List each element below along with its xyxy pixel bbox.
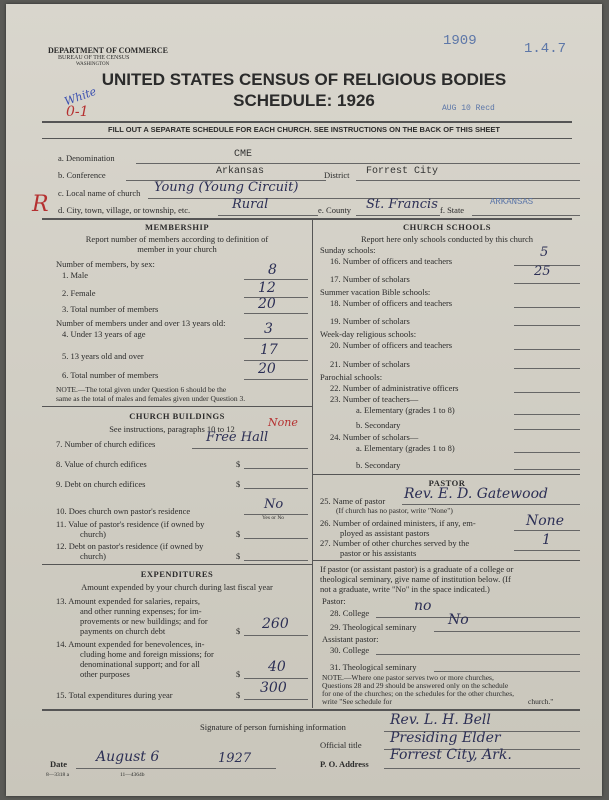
pastor-note3: for one of the churches; on the schedules for the other churches, [322, 689, 515, 698]
q29-label: 29. Theological seminary [330, 622, 417, 632]
underline [514, 530, 580, 531]
q25-note: (If church has no pastor, write "None") [336, 506, 453, 515]
district-label: District [324, 170, 350, 180]
q3-label: 3. Total number of members [62, 304, 159, 314]
q2-value: 12 [258, 280, 276, 296]
q13-label2: and other running expenses; for im- [80, 606, 202, 616]
q6-label: 6. Total number of members [62, 370, 159, 380]
underline [514, 392, 580, 393]
q9-label: 9. Debt on church edifices [56, 479, 146, 489]
dollar-sign: $ [236, 690, 241, 700]
q15-value: 300 [260, 680, 287, 696]
q19-label: 19. Number of scholars [330, 316, 410, 326]
q26-label2: ployed as assistant pastors [340, 528, 430, 538]
q7-label: 7. Number of church edifices [56, 439, 156, 449]
underline [376, 617, 580, 618]
underline [244, 538, 308, 539]
rule [42, 564, 312, 565]
pastor-note2: Questions 28 and 29 should be answered only on the schedule [322, 681, 509, 690]
q13-value: 260 [262, 616, 289, 632]
form-number: 8—3318 a [46, 772, 70, 778]
underline [244, 313, 308, 314]
membership-intro2: member in your church [137, 244, 217, 254]
q12-label2: church) [80, 551, 106, 561]
q27-label: 27. Number of other churches served by the [320, 538, 470, 548]
yes-no-hint: Yes or No [262, 515, 285, 521]
year-value: 1927 [218, 751, 252, 766]
dollar-sign: $ [236, 529, 241, 539]
underline [376, 654, 580, 655]
q16-value: 5 [540, 245, 549, 260]
underline [244, 488, 308, 489]
q26-value: None [526, 513, 564, 529]
signature-label: Signature of person furnishing information [200, 722, 346, 732]
state-value: ARKANSAS [490, 197, 534, 207]
underline [192, 448, 308, 449]
q25-value: Rev. E. D. Gatewood [404, 486, 548, 502]
buildings-intro-note: None [268, 416, 298, 429]
schedule-title: SCHEDULE: 1926 [233, 91, 375, 110]
q14-label3: denominational support; and for all [80, 659, 200, 669]
date-stamp: AUG 10 Recd [442, 104, 495, 113]
underline [514, 325, 580, 326]
census-form [6, 4, 602, 796]
rule [42, 138, 572, 139]
underline [136, 163, 580, 164]
q8-label: 8. Value of church edifices [56, 459, 147, 469]
q4-label: 4. Under 13 years of age [62, 329, 146, 339]
q24b-label: b. Secondary [356, 460, 401, 470]
rule [42, 218, 572, 220]
q24a-label: a. Elementary (grades 1 to 8) [356, 443, 455, 453]
q14-label4: other purposes [80, 669, 130, 679]
dollar-sign: $ [236, 551, 241, 561]
church-name-label: c. Local name of church [58, 188, 141, 198]
q23a-label: a. Elementary (grades 1 to 8) [356, 405, 455, 415]
q26-label: 26. Number of ordained ministers, if any, em- [320, 518, 476, 528]
official-title-label: Official title [320, 740, 362, 750]
city-label: WASHINGTON [76, 62, 110, 67]
dollar-sign: $ [236, 479, 241, 489]
county-value: St. Francis [366, 197, 438, 212]
q17-label: 17. Number of scholars [330, 274, 410, 284]
underline [514, 414, 580, 415]
q31-label: 31. Theological seminary [330, 662, 417, 672]
grad-note2: theological seminary, give name of institution below. (If [320, 574, 511, 584]
underline [434, 671, 580, 672]
address-label: P. O. Address [320, 759, 369, 769]
q13-label4: payments on church debt [80, 626, 166, 636]
underline [514, 429, 580, 430]
underline [514, 368, 580, 369]
official-title-value: Presiding Elder [390, 730, 501, 746]
q14-label2: cluding home and foreign missions; for [80, 649, 214, 659]
denomination-value: CME [234, 149, 253, 160]
pastor-note4: write "See schedule for [322, 697, 392, 706]
q1-label: 1. Male [62, 270, 88, 280]
parochial-label: Parochial schools: [320, 372, 383, 382]
q13-label3: provements or new buildings; and for [80, 616, 208, 626]
year-stamp: 1909 [443, 33, 477, 49]
rule [312, 560, 580, 561]
form-title: UNITED STATES CENSUS OF RELIGIOUS BODIES [101, 70, 507, 89]
q25-label: 25. Name of pastor [320, 496, 386, 506]
grad-note: If pastor (or assistant pastor) is a graduate of a college or [320, 564, 514, 574]
membership-title: MEMBERSHIP [144, 222, 210, 232]
q1-value: 8 [268, 262, 277, 278]
rule [312, 474, 580, 475]
under-over-label: Number of members under and over 13 years old: [56, 318, 226, 328]
address-value: Forrest City, Ark. [390, 747, 512, 763]
form-number-2: 11—4364b [120, 772, 145, 778]
q18-label: 18. Number of officers and teachers [330, 298, 453, 308]
city-value: Rural [232, 197, 269, 212]
summer-label: Summer vacation Bible schools: [320, 287, 431, 297]
underline [244, 338, 308, 339]
bureau-label: BUREAU OF THE CENSUS [58, 55, 130, 61]
buildings-intro: See instructions, paragraphs 10 to 12 [109, 424, 235, 434]
q20-label: 20. Number of officers and teachers [330, 340, 453, 350]
q14-value: 40 [268, 659, 286, 675]
rule [42, 121, 572, 123]
weekday-label: Week-day religious schools: [320, 329, 417, 339]
underline [514, 469, 580, 470]
date-value: August 6 [96, 749, 160, 765]
q5-label: 5. 13 years old and over [62, 351, 144, 361]
q6-value: 20 [258, 361, 276, 377]
q13-label: 13. Amount expended for salaries, repairs, [56, 596, 200, 606]
white-note: White [62, 84, 99, 109]
dollar-sign: $ [236, 459, 241, 469]
underline [514, 349, 580, 350]
q2-label: 2. Female [62, 288, 96, 298]
schools-intro: Report here only schools conducted by this church [360, 234, 534, 244]
district-value: Forrest City [366, 166, 439, 177]
underline [76, 768, 276, 769]
q10-value: No [264, 497, 284, 512]
by-sex-label: Number of members, by sex: [56, 259, 155, 269]
q23-label: 23. Number of teachers— [330, 394, 419, 404]
underline [402, 504, 580, 505]
expenditures-title: EXPENDITURES [140, 569, 214, 579]
rule [42, 406, 312, 407]
signature-value: Rev. L. H. Bell [390, 712, 491, 728]
q5-value: 17 [260, 342, 278, 358]
sunday-label: Sunday schools: [320, 245, 376, 255]
q11-label: 11. Value of pastor's residence (if owned by [56, 519, 205, 529]
county-label: e. County [318, 205, 352, 215]
underline [244, 560, 308, 561]
rule [42, 709, 580, 711]
dollar-sign: $ [236, 626, 241, 636]
membership-intro: Report number of members according to definition of [85, 234, 269, 244]
q22-label: 22. Number of administrative officers [330, 383, 459, 393]
membership-note2: same as the total of males and females given under Question 3. [56, 394, 246, 403]
underline [244, 379, 308, 380]
conference-value: Arkansas [216, 166, 265, 177]
underline [244, 468, 308, 469]
pastor-title: PASTOR [428, 478, 466, 488]
grad-note3: not a graduate, write "No" in the space indicated.) [320, 584, 490, 594]
underline [472, 215, 580, 216]
date-label: Date [50, 759, 67, 769]
underline [356, 180, 580, 181]
q11-label2: church) [80, 529, 106, 539]
state-label: f. State [440, 205, 465, 215]
r-mark: R [32, 192, 49, 217]
number-stamp: 1.4.7 [524, 41, 567, 57]
q30-label: 30. College [330, 645, 370, 655]
underline [514, 283, 580, 284]
dollar-sign: $ [236, 669, 241, 679]
q23b-label: b. Secondary [356, 420, 401, 430]
underline [514, 307, 580, 308]
denomination-label: a. Denomination [58, 153, 115, 163]
q24-label: 24. Number of scholars— [330, 432, 419, 442]
underline [244, 678, 308, 679]
underline [514, 452, 580, 453]
q27-value: 1 [542, 532, 551, 548]
q14-label: 14. Amount expended for benevolences, in- [56, 639, 205, 649]
membership-note: NOTE.—The total given under Question 6 should be the [56, 385, 227, 394]
q21-label: 21. Number of scholars [330, 359, 410, 369]
pastor-sub-label: Pastor: [322, 596, 346, 606]
conference-label: b. Conference [58, 170, 106, 180]
q29-value: No [448, 612, 469, 628]
buildings-title: CHURCH BUILDINGS [129, 411, 225, 421]
q3-value: 20 [258, 296, 276, 312]
church-name-value: Young (Young Circuit) [154, 180, 299, 195]
underline [434, 631, 580, 632]
underline [244, 699, 308, 700]
q16-label: 16. Number of officers and teachers [330, 256, 453, 266]
dept-label: DEPARTMENT OF COMMERCE [48, 46, 169, 55]
schools-title: CHURCH SCHOOLS [403, 222, 491, 232]
underline [514, 550, 580, 551]
expenditures-intro: Amount expended by your church during last fiscal year [81, 582, 273, 592]
instruction: FILL OUT A SEPARATE SCHEDULE FOR EACH CHURCH. SEE INSTRUCTIONS ON THE BACK OF THIS SHEET [108, 125, 500, 134]
city-label: d. City, town, village, or township, etc. [58, 205, 191, 215]
q15-label: 15. Total expenditures during year [56, 690, 173, 700]
asst-sub-label: Assistant pastor: [322, 634, 379, 644]
q28-label: 28. College [330, 608, 370, 618]
q17-value: 25 [534, 264, 551, 279]
underline [244, 635, 308, 636]
q27-label2: pastor or his assistants [340, 548, 417, 558]
q28-value: no [414, 598, 432, 614]
underline [244, 360, 308, 361]
q12-label: 12. Debt on pastor's residence (if owned by [56, 541, 204, 551]
pastor-note: NOTE.—Where one pastor serves two or more churches, [322, 673, 494, 682]
q7-value: Free Hall [206, 430, 269, 445]
pastor-note5: church." [528, 697, 554, 706]
q4-value: 3 [264, 321, 273, 337]
q10-label: 10. Does church own pastor's residence [56, 506, 191, 516]
underline [384, 768, 580, 769]
code-note: 0-1 [66, 104, 89, 120]
underline [356, 215, 440, 216]
underline [244, 297, 308, 298]
column-divider [312, 218, 313, 708]
underline [244, 279, 308, 280]
underline [218, 215, 318, 216]
